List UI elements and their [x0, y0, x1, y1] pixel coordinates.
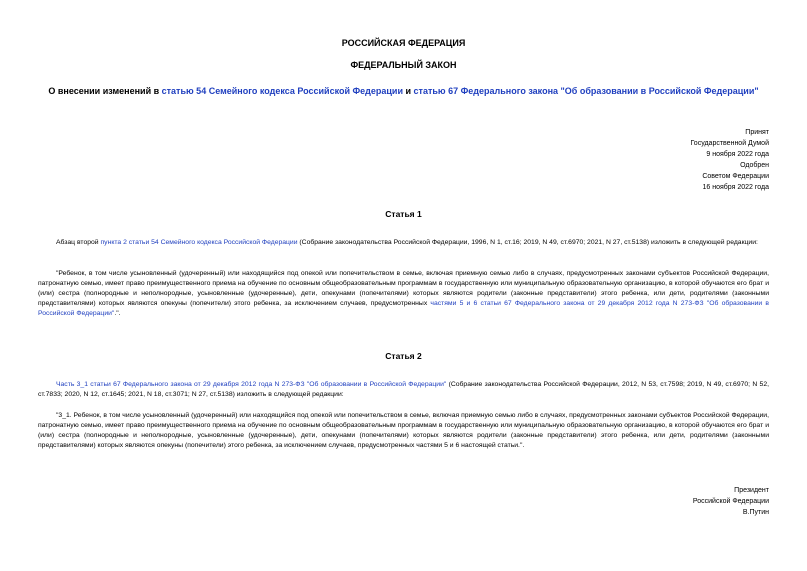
link-family-code-article-54[interactable]: статью 54 Семейного кодекса Российской Федерации — [161, 86, 403, 96]
signature-title: Российской Федерации — [692, 498, 769, 505]
approval-line: Одобрен — [740, 162, 769, 169]
article-1-source: (Собрание законодательства Российской Федерации, 1996, N 1, ст.16; 2019, N 49, ст.6970; 2021, N 27, ст.5138) изложить в следующей редакции: — [297, 239, 758, 246]
article-2-paragraph-2: "3_1. Ребенок, в том числе усыновленный (удочеренный) или находящийся под опекой или попечительством в семье, включая приемную семью либо в случаях, предусмотренных законами субъектов Российской Федерации, патронатную семью, имеет право преимущественного приема на обучение по основным общеобразовательным программам в государственную или муниципальную образовательную организацию, в которой обучаются его брат и (или) сестра (полнородные и неполнородные, усыновленные (удочеренные), дети, опекунами (попечителями) которых являются родители (законные представители) этого ребенка, или дети, родителями (законными представителями) которых являются опекуны (попечители) этого ребенка, за исключением случаев, предусмотренных частями 5 и 6 настоящей статьи.". — [38, 412, 769, 449]
approval-line: Советом Федерации — [702, 173, 769, 180]
approval-date: 16 ноября 2022 года — [702, 184, 769, 191]
article-1-intro: Абзац второй — [56, 239, 101, 246]
adoption-line: Принят — [745, 129, 769, 136]
article-1-new-text: "Ребенок, в том числе усыновленный (удочеренный) или находящийся под опекой или попечительством в семье, включая приемную семью либо в случаях, предусмотренных законами субъектов Российской Федерации, патронатную семью, имеет право преимущественного приема на обучение по основным общеобразовательным программам в государственную или муниципальную образовательную организацию, в которой обучаются его брат и (или) сестра (полнородные и неполнородные, усыновленные (удочеренные), дети, опекунами (попечителями) которых являются родители (законные представители) этого ребенка, или дети, родителями (законными представителями) которых являются опекуны (попечители) этого ребенка, за исключением случаев, предусмотренных — [38, 270, 769, 307]
signature-title: Президент — [734, 487, 769, 494]
country-heading: РОССИЙСКАЯ ФЕДЕРАЦИЯ — [341, 38, 466, 48]
article-1-end: .". — [114, 310, 121, 317]
law-title-prefix: О внесении изменений в — [48, 86, 162, 96]
adoption-line: Государственной Думой — [690, 140, 769, 147]
article-1-heading: Статья 1 — [385, 209, 422, 219]
link-education-law-article-67[interactable]: статью 67 Федерального закона "Об образовании в Российской Федерации" — [413, 86, 759, 96]
adoption-date: 9 ноября 2022 года — [706, 151, 769, 158]
article-2-heading: Статья 2 — [385, 351, 422, 361]
link-education-law-part-3-1[interactable]: Часть 3_1 статьи 67 Федерального закона от 29 декабря 2012 года N 273-ФЗ "Об образовании в Российской Федерации" — [56, 381, 447, 388]
link-family-code-clause[interactable]: пункта 2 статьи 54 Семейного кодекса Российской Федерации — [100, 239, 298, 246]
article-1-paragraph-1 — [38, 238, 769, 248]
signature-block — [569, 485, 769, 518]
law-type-heading: ФЕДЕРАЛЬНЫЙ ЗАКОН — [350, 60, 457, 70]
link-education-law-parts-5-6[interactable]: частями 5 и 6 статьи 67 Федерального закона от 29 декабря 2012 года N 273-ФЗ "Об образовании в Российской Федерации" — [38, 300, 770, 317]
article-1-paragraph-2 — [38, 269, 769, 319]
article-2-source: (Собрание законодательства Российской Федерации, 2012, N 53, ст.7598; 2019, N 49, ст.6970; N 52, ст.7833; 2020, N 12, ст.1645; 2021, N 18, ст.3071; N 27, ст.5138) изложить в следующей редакции: — [38, 381, 769, 398]
adoption-info — [569, 127, 769, 193]
law-title — [0, 86, 807, 96]
law-title-middle: и — [403, 86, 414, 96]
article-2-paragraph-1 — [38, 380, 769, 400]
signature-name: В.Путин — [742, 509, 769, 516]
